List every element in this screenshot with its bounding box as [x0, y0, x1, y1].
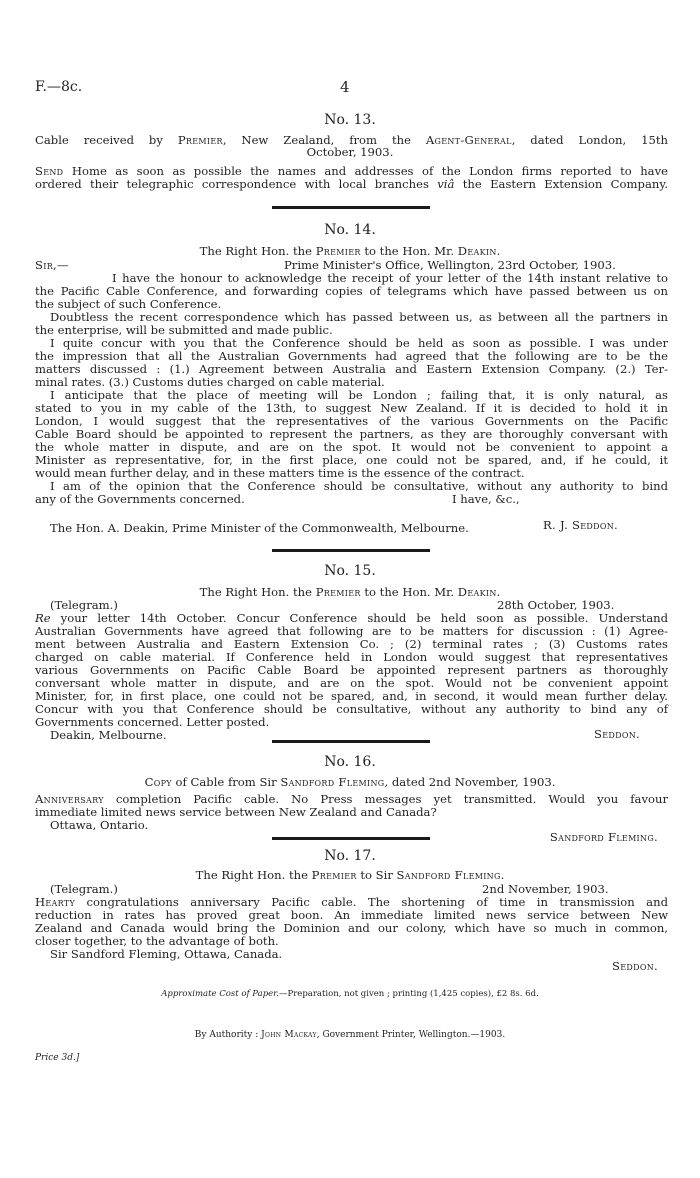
doc17-kind: (Telegram.)	[50, 882, 118, 896]
document-reference: F.—8c.	[35, 79, 83, 95]
doc14-line: would mean further delay, and in these matters time is the essence of the contract.	[35, 466, 525, 480]
doc14-line: I quite concur with you that the Conference should be held as soon as possible. I was under	[50, 336, 668, 350]
doc14-line: I have the honour to acknowledge the receipt of your letter of the 14th instant relative to	[112, 271, 668, 285]
doc14-addressee: The Hon. A. Deakin, Prime Minister of the Commonwealth, Melbourne.	[50, 521, 469, 535]
doc15-line: Governments concerned. Letter posted.	[35, 715, 270, 729]
doc14-line: I am of the opinion that the Conference should be consultative, without any authority to bind	[50, 479, 668, 493]
doc17-line: closer together, to the advantage of both.	[35, 934, 279, 948]
doc15-line: ment between Australia and Eastern Extension Co. ; (2) terminal rates ; (3) Customs rates	[35, 637, 668, 651]
section-divider	[272, 740, 430, 743]
doc13-body-line1: Send Home as soon as possible the names and addresses of the London firms reported to have	[35, 164, 668, 178]
doc14-line: matters discussed : (1.) Agreement between Australia and Eastern Extension Company. (2.) Ter-	[35, 362, 668, 376]
doc14-address: Prime Minister's Office, Wellington, 23rd October, 1903.	[284, 258, 616, 272]
price: Price 3d.]	[35, 1053, 80, 1063]
doc14-signature: R. J. Seddon.	[543, 517, 618, 532]
doc13-intro-line2: October, 1903.	[306, 145, 394, 159]
doc14-line: any of the Governments concerned.	[35, 492, 245, 506]
doc15-kind: (Telegram.)	[50, 598, 118, 612]
doc15-line: Re your letter 14th October. Concur Conference should be held soon as possible. Understand	[35, 611, 668, 625]
doc16-title: Copy of Cable from Sir Sandford Fleming, dated 2nd November, 1903.	[144, 775, 556, 789]
doc14-line: I anticipate that the place of meeting will be London ; failing that, it is only natural, as	[50, 388, 668, 402]
doc15-line: Minister, for, in first place, one could not be spared, and, in second, it would mean further delay.	[35, 689, 668, 703]
doc14-closing: I have, &c.,	[452, 492, 520, 506]
printer-authority: By Authority : John Mackay, Government Printer, Wellington.—1903.	[194, 1030, 506, 1040]
doc16-place: Ottawa, Ontario.	[50, 818, 149, 832]
doc17-addressee: Sir Sandford Fleming, Ottawa, Canada.	[50, 947, 283, 961]
doc14-line: Doubtless the recent correspondence which has passed between us, as between all the partners in	[50, 310, 668, 324]
section-divider	[272, 206, 430, 209]
doc14-title: The Right Hon. the Premier to the Hon. Mr. Deakin.	[199, 244, 501, 258]
doc14-line: the whole matter in dispute, and are on the spot. It would not be convenient to appoint a	[35, 440, 668, 454]
section-heading-16: No. 16.	[324, 754, 376, 770]
doc13-intro-line1: Cable received by Premier, New Zealand, from the Agent-General, dated London, 15th	[35, 133, 668, 147]
doc15-signature: Seddon.	[594, 726, 640, 741]
doc14-line: the impression that all the Australian Governments had agreed that the following are to be the	[35, 349, 668, 363]
section-heading-15: No. 15.	[324, 563, 376, 579]
doc15-line: various Governments on Pacific Cable Board be appointed represent partners as thoroughly	[35, 663, 668, 677]
doc15-title: The Right Hon. the Premier to the Hon. Mr. Deakin.	[199, 585, 501, 599]
doc15-addressee: Deakin, Melbourne.	[50, 728, 167, 742]
doc16-line1: Anniversary completion Pacific cable. No Press messages yet transmitted. Would you favour	[35, 792, 668, 806]
doc15-line: charged on cable material. If Conference held in London would suggest that representatives	[35, 650, 668, 664]
doc14-line: Minister as representative, for, in the first place, one could not be spared, and, if he could, it	[35, 453, 668, 467]
doc14-salutation: Sir,—	[35, 258, 69, 272]
doc15-line: Concur with you that Conference should be consultative, without any authority to bind any of	[35, 702, 668, 716]
section-divider	[272, 549, 430, 552]
doc17-line: Hearty congratulations anniversary Pacific cable. The shortening of time in transmission and	[35, 895, 668, 909]
doc17-date: 2nd November, 1903.	[482, 882, 609, 896]
section-heading-13: No. 13.	[324, 112, 376, 128]
doc14-line: the Pacific Cable Conference, and forwarding copies of telegrams which have passed between us on	[35, 284, 668, 298]
doc17-signature: Seddon.	[612, 958, 658, 973]
doc14-line: Cable Board should be appointed to represent the partners, as they are thoroughly conversant with	[35, 427, 668, 441]
doc15-line: conversant whole matter in dispute, and are on the spot. Would not be convenient appoint	[35, 676, 668, 690]
doc14-line: minal rates. (3.) Customs duties charged on cable material.	[35, 375, 385, 389]
section-heading-17: No. 17.	[324, 848, 376, 864]
doc14-line: stated to you in my cable of the 13th, to suggest New Zealand. If it is decided to hold it in	[35, 401, 668, 415]
section-divider	[272, 837, 430, 840]
doc16-line2: immediate limited news service between New Zealand and Canada?	[35, 805, 437, 819]
doc13-body-line2: ordered their telegraphic correspondence with local branches viâ the Eastern Extension Company.	[35, 177, 669, 191]
cost-of-paper-note: Approximate Cost of Paper.—Preparation, not given ; printing (1,425 copies), £2 8s. 6d.	[161, 989, 539, 999]
doc15-line: Australian Governments have agreed that following are to be matters for discussion : (1) Agree-	[35, 624, 668, 638]
doc14-line: the subject of such Conference.	[35, 297, 222, 311]
doc15-date: 28th October, 1903.	[497, 598, 615, 612]
page-number: 4	[340, 78, 350, 96]
doc16-signature: Sandford Fleming.	[549, 829, 658, 844]
doc17-title: The Right Hon. the Premier to Sir Sandford Fleming.	[195, 868, 505, 882]
section-heading-14: No. 14.	[324, 222, 376, 238]
doc17-line: Zealand and Canada would bring the Dominion and our colony, which have so much in common,	[35, 921, 668, 935]
doc14-line: the enterprise, will be submitted and made public.	[35, 323, 333, 337]
doc17-line: reduction in rates has proved great boon. An immediate limited news service between New	[35, 908, 668, 922]
doc14-line: London, I would suggest that the representatives of the various Governments on the Pacific	[35, 414, 668, 428]
